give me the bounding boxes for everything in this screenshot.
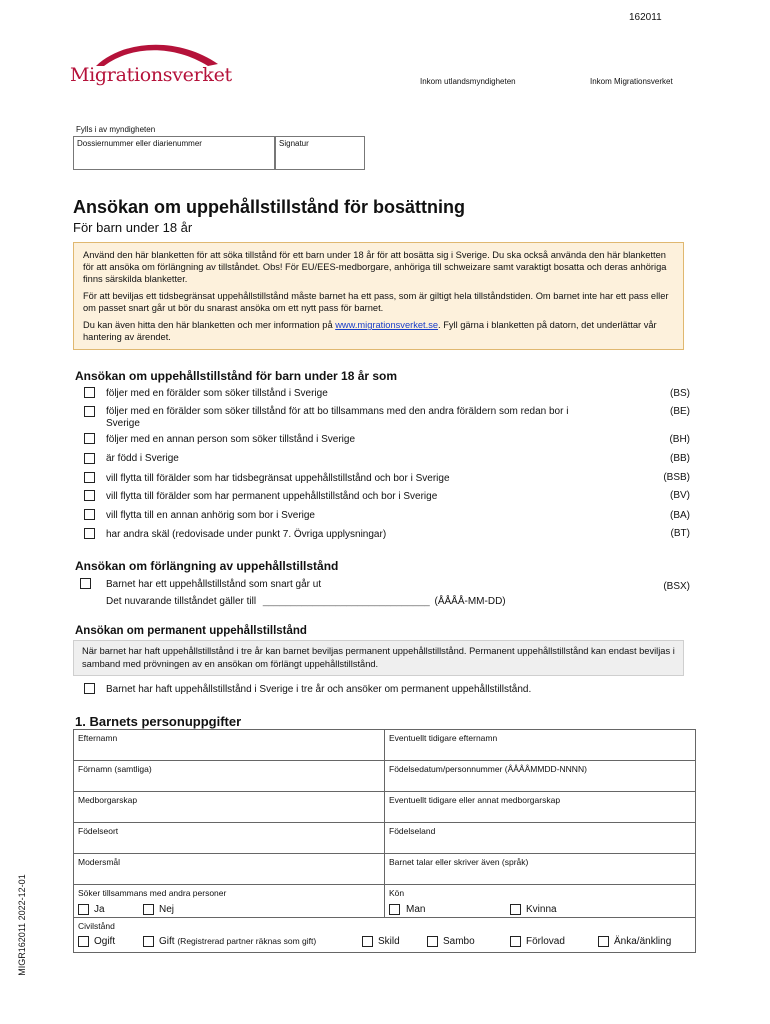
first-names-field[interactable] [73,760,385,792]
gift-label [159,936,316,947]
applying-together-field [73,884,385,918]
citizenship-field[interactable] [73,791,385,823]
kvinna-checkbox[interactable] [510,904,521,915]
info-box [73,242,684,350]
civil-status-label: Civilstånd [78,921,115,931]
birth-country-label: Födelseland [389,826,436,836]
option-bs-checkbox[interactable] [84,387,95,398]
anka-label: Änka/änkling [614,936,672,947]
birth-country-field[interactable] [384,822,696,854]
page-subtitle: För barn under 18 år [73,220,193,235]
signature-field[interactable] [275,136,365,170]
former-surname-label: Eventuellt tidigare efternamn [389,733,498,743]
native-language-label: Modersmål [78,857,121,867]
option-bs-label: följer med en förälder som söker tillstånd i Sverige [106,388,328,399]
birthplace-label: Födelseort [78,826,119,836]
forlovad-checkbox[interactable] [510,936,521,947]
option-be-code: (BE) [670,406,690,417]
option-bh-code: (BH) [669,434,690,445]
section-1-heading: 1. Barnets personuppgifter [75,714,242,729]
option-bh-label: följer med en annan person som söker tillstånd i Sverige [106,434,356,445]
dossier-field[interactable] [73,136,275,170]
option-bb-label: är född i Sverige [106,453,179,464]
option-bt-checkbox[interactable] [84,528,95,539]
permanent-label: Barnet har haft uppehållstillstånd i Sverige i tre år och ansöker om permanent uppehållstillstånd. [106,684,532,695]
surname-label: Efternamn [78,733,118,743]
info-paragraph-1: Använd den här blanketten för att söka tillstånd för ett barn under 18 år för att bosätta sig i Sverige. Du ska också använda den här blanketten för att ansöka om förlängning av tillståndet. Obs! För EU/EES-medborgare, anhöriga till schweizare samt varaktigt bosatta och deras anhöriga finns särskilda blanketter. [83,250,667,284]
option-bsb-code: (BSB) [663,472,690,483]
gift-note: (Registrerad partner räknas som gift) [177,936,317,946]
section-a-heading: Ansökan om uppehållstillstånd för barn under 18 år som [75,369,398,383]
renewal-label: Barnet har ett uppehållstillstånd som snart går ut [106,579,322,590]
nej-label: Nej [159,904,175,915]
birthplace-field[interactable] [73,822,385,854]
ogift-label: Ogift [94,936,116,947]
ja-label: Ja [94,904,105,915]
gift-checkbox[interactable] [143,936,154,947]
anka-checkbox[interactable] [598,936,609,947]
date-format-hint: (ÅÅÅÅ-MM-DD) [434,596,506,607]
ogift-checkbox[interactable] [78,936,89,947]
sambo-label: Sambo [443,936,475,947]
native-language-field[interactable] [73,853,385,885]
info-paragraph-3 [83,319,674,343]
option-bt-code: (BT) [670,528,690,539]
section-c-heading: Ansökan om permanent uppehållstillstånd [75,625,307,637]
page-title: Ansökan om uppehållstillstånd för bosättning [73,197,466,217]
forlovad-label: Förlovad [526,936,565,947]
info-paragraph-2: För att beviljas ett tidsbegränsat uppehållstillstånd måste barnet ha ett pass, som är giltigt hela tillståndstiden. Om barnet inte har ett pass eller om passet snart går ut bör du snarast ansöka om ett nytt pass för barnet. [83,291,669,313]
permanent-checkbox[interactable] [84,683,95,694]
logo-text: Migrationsverket [70,64,232,86]
section-b-heading: Ansökan om förlängning av uppehållstillstånd [75,559,339,573]
former-surname-field[interactable] [384,729,696,761]
former-citizenship-label: Eventuellt tidigare eller annat medborgarskap [389,795,561,805]
civil-status-field [73,917,696,953]
skild-checkbox[interactable] [362,936,373,947]
option-be-label: följer med en förälder som söker tillstånd för att bo tillsammans med den andra föräldern som redan bor i Sverige [106,406,569,429]
dossier-label: Dossiernummer eller diarienummer [77,139,202,148]
valid-until-label: Det nuvarande tillståndet gäller till [106,596,257,607]
kvinna-label: Kvinna [526,904,557,915]
permanent-info-box [73,640,684,676]
permanent-info-text: När barnet har haft uppehållstillstånd i tre år kan barnet beviljas permanent uppehållstillstånd. Permanent uppehållstillstånd kan endast beviljas i samband med prövningen av en ansökan om förlängt uppehållstillstånd. [82,646,675,669]
side-form-code: MIGR162011 2022-12-01 [17,874,27,976]
gift-text: Gift [159,936,175,947]
first-names-label: Förnamn (samtliga) [78,764,152,774]
ja-checkbox[interactable] [78,904,89,915]
sambo-checkbox[interactable] [427,936,438,947]
authority-caption: Fylls i av myndigheten [76,125,156,134]
man-label: Man [406,904,426,915]
option-bt-label: har andra skäl (redovisade under punkt 7. Övriga upplysningar) [106,529,387,540]
option-bv-label: vill flytta till förälder som har permanent uppehållstillstånd och bor i Sverige [106,491,438,502]
man-checkbox[interactable] [389,904,400,915]
option-bs-code: (BS) [670,388,690,399]
skild-label: Skild [378,936,400,947]
renewal-checkbox[interactable] [80,578,91,589]
option-bv-code: (BV) [670,490,690,501]
renewal-valid-row [106,596,506,607]
option-bb-code: (BB) [670,453,690,464]
other-language-label: Barnet talar eller skriver även (språk) [389,857,529,867]
option-bh-checkbox[interactable] [84,433,95,444]
citizenship-label: Medborgarskap [78,795,138,805]
other-language-field[interactable] [384,853,696,885]
option-bsb-checkbox[interactable] [84,472,95,483]
surname-field[interactable] [73,729,385,761]
option-ba-label: vill flytta till en annan anhörig som bor i Sverige [106,510,315,521]
applying-together-label: Söker tillsammans med andra personer [78,888,227,898]
info-text-end: . Fyll gärna i blanketten på datorn, det underlättar vår hantering av ärendet. [83,320,657,342]
former-citizenship-field[interactable] [384,791,696,823]
personal-number-label: Födelsedatum/personnummer (ÅÅÅÅMMDD-NNNN) [389,764,587,774]
inkom-migr-label: Inkom Migrationsverket [590,77,673,86]
option-bsb-label: vill flytta till förälder som har tidsbegränsat uppehållstillstånd och bor i Sverige [106,473,450,484]
option-be-checkbox[interactable] [84,406,95,417]
nej-checkbox[interactable] [143,904,154,915]
valid-until-field[interactable]: ______________________________ [262,596,430,607]
migrationsverket-logo [68,38,232,98]
option-ba-code: (BA) [670,510,690,521]
option-ba-checkbox[interactable] [84,509,95,520]
gender-label: Kön [389,888,405,898]
website-link[interactable]: www.migrationsverket.se [335,320,439,330]
form-number: 162011 [629,12,662,23]
signature-label: Signatur [279,139,309,148]
personal-number-field[interactable] [384,760,696,792]
renewal-code: (BSX) [663,581,690,592]
info-text: Du kan även hitta den här blanketten och mer information på [83,320,336,330]
option-bb-checkbox[interactable] [84,453,95,464]
inkom-utland-label: Inkom utlandsmyndigheten [420,77,516,86]
option-bv-checkbox[interactable] [84,490,95,501]
